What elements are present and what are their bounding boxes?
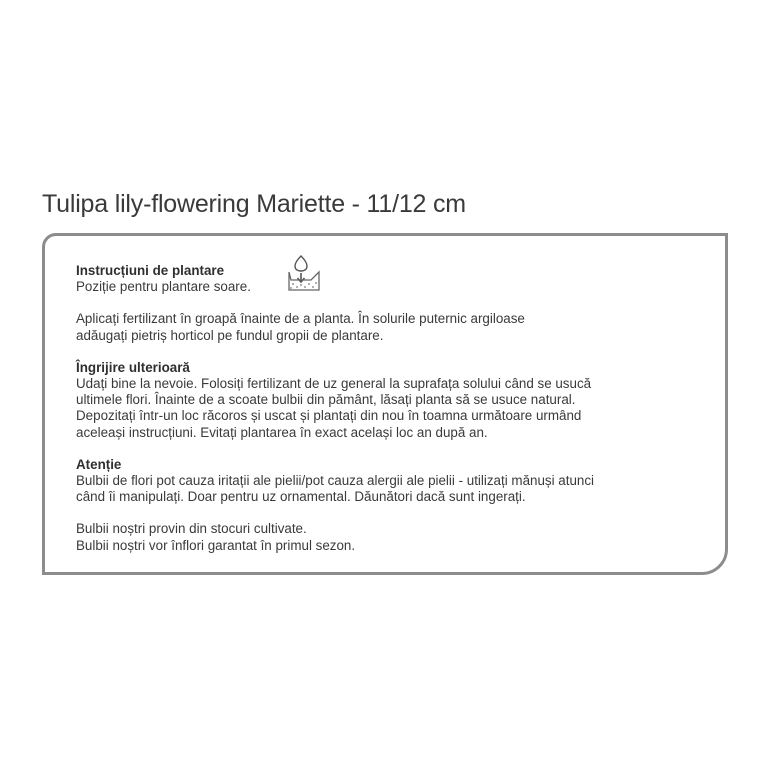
planting-depth-icon: [287, 254, 321, 296]
warning-text-line: când îi manipulați. Doar pentru uz ornamental. Dăunători dacă sunt ingerați.: [76, 489, 526, 505]
aftercare-text-line: Udați bine la nevoie. Folosiți fertilizant de uz general la suprafața solului când se usucă: [76, 376, 592, 392]
aftercare-heading: Îngrijire ulterioară: [76, 359, 190, 375]
planting-heading: Instrucțiuni de plantare: [76, 263, 225, 278]
instructions-content: [76, 263, 716, 554]
planting-text-line: adăugați pietriș horticol pe fundul gropii de plantare.: [76, 327, 384, 343]
product-title: Tulipa lily-flowering Mariette - 11/12 cm: [42, 190, 466, 218]
footer-text-line: Bulbii noștri provin din stocuri cultivate.: [76, 521, 307, 537]
planting-position-text: Poziție pentru plantare soare.: [76, 279, 251, 295]
planting-text-line: Aplicați fertilizant în groapă înainte de a planta. În solurile puternic argiloase: [76, 311, 525, 327]
instructions-card: [42, 233, 728, 575]
aftercare-text-line: Depozitați într-un loc răcoros și uscat și plantați din nou în toamna următoare urmând: [76, 408, 582, 424]
aftercare-text-line: aceleași instrucțiuni. Evitați plantarea în exact același loc an după an.: [76, 424, 488, 440]
warning-text-line: Bulbii de flori pot cauza iritații ale pielii/pot cauza alergii ale pielii - utilizați mănuși atunci: [76, 473, 595, 489]
warning-heading: Atenție: [76, 456, 122, 472]
footer-text-line: Bulbii noștri vor înflori garantat în primul sezon.: [76, 537, 356, 553]
aftercare-text-line: ultimele flori. Înainte de a scoate bulbii din pământ, lăsați planta să se usuce natural.: [76, 392, 576, 408]
